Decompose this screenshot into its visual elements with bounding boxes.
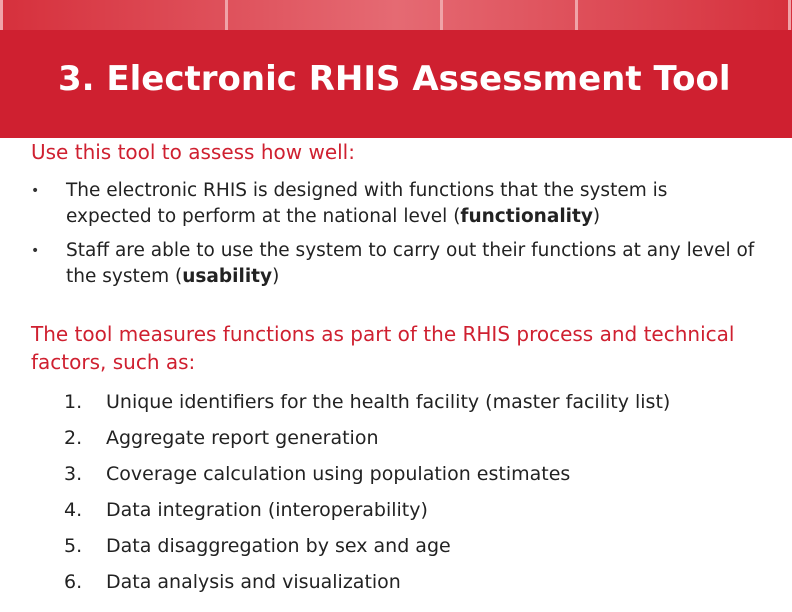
bullet-bold-term: functionality [460, 206, 593, 227]
list-item [64, 460, 670, 496]
list-text: Coverage calculation using population estimates [106, 463, 571, 485]
banner-decor [0, 0, 3, 30]
list-text: Data analysis and visualization [106, 571, 401, 593]
banner-decor [788, 0, 791, 30]
list-text: Aggregate report generation [106, 427, 379, 449]
banner-decor [440, 0, 443, 30]
slide-body [0, 138, 792, 612]
list-text: Data integration (interoperability) [106, 499, 428, 521]
list-text: Data disaggregation by sex and age [106, 535, 451, 557]
bullet-list [31, 178, 756, 290]
bullet-item [31, 238, 756, 290]
list-item [64, 568, 670, 604]
bullet-item [31, 178, 756, 230]
slide-title: 3. Electronic RHIS Assessment Tool [58, 59, 731, 99]
bullet-tail: ) [272, 266, 280, 287]
bullet-icon: • [31, 243, 40, 259]
title-banner [0, 0, 792, 138]
bullet-bold-term: usability [182, 266, 273, 287]
list-item [64, 496, 670, 532]
bullet-tail: ) [592, 206, 601, 227]
list-number: 1. [64, 391, 83, 413]
bullet-text: Staff are able to use the system to carry out their functions at any level of the system ( [66, 240, 755, 287]
list-number: 6. [64, 571, 83, 593]
numbered-list [64, 388, 670, 604]
list-text: Unique identifiers for the health facility (master facility list) [106, 391, 671, 413]
measures-text: The tool measures functions as part of the RHIS process and technical factors, such as: [31, 322, 735, 374]
list-item [64, 424, 670, 460]
bullet-text: The electronic RHIS is designed with functions that the system is expected to perform at the national level ( [66, 180, 668, 227]
list-number: 5. [64, 535, 83, 557]
list-number: 4. [64, 499, 83, 521]
banner-decor [575, 0, 578, 30]
bullet-icon: • [31, 183, 40, 199]
list-item [64, 388, 670, 424]
banner-top-stripe [0, 0, 792, 30]
list-number: 2. [64, 427, 83, 449]
intro-text: Use this tool to assess how well: [31, 140, 355, 164]
banner-decor [225, 0, 228, 30]
list-number: 3. [64, 463, 83, 485]
list-item [64, 532, 670, 568]
